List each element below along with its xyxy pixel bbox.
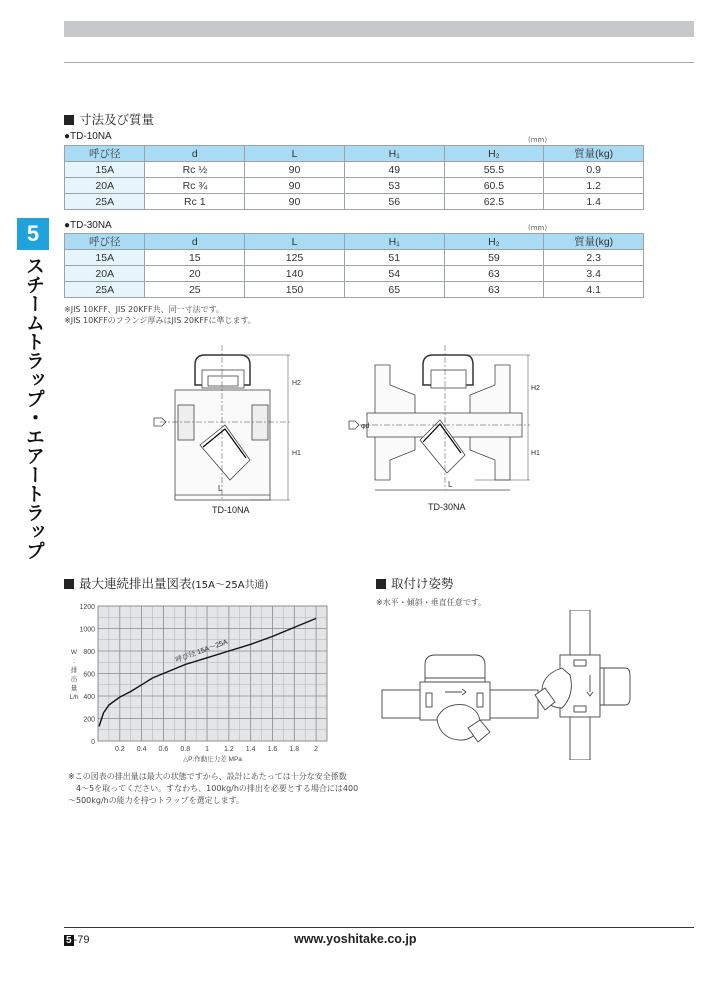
cell: 63 [444,266,544,282]
chart-note: 〜500kg/hの能力を持つトラップを選定します。 [68,796,244,805]
model-label-td10na: ●TD-10NA [64,131,112,142]
mounting-heading-text: 取付け姿勢 [391,576,454,591]
table-header-row [65,234,644,250]
x-tick-label: 0.6 [158,746,169,753]
cell: 56 [344,194,444,210]
chapter-title: スチームトラップ・エアートラップ [23,256,45,560]
square-bullet-icon [376,579,386,589]
cell: 150 [245,282,345,298]
y-tick-label: 1200 [79,604,95,611]
col-header: L [245,234,345,250]
col-header: d [145,146,245,162]
header-divider [64,62,694,63]
x-tick-label: 0.4 [136,746,147,753]
cell: 25A [65,194,145,210]
col-header: H₂ [444,146,544,162]
unit-label: (mm) [528,224,548,232]
x-tick-label: 1.4 [245,746,256,753]
dimension-note: ※JIS 10KFF、JIS 20KFF共、同一寸法です。 [64,305,224,314]
cell: 1.2 [544,178,644,194]
cell: 140 [245,266,345,282]
cell: 63 [444,282,544,298]
y-tick-label: 800 [83,649,95,656]
website-url[interactable]: www.yoshitake.co.jp [294,932,417,946]
dim-label-H2: H2 [531,385,540,392]
footer-divider [64,927,694,928]
x-tick-label: 1.8 [289,746,300,753]
y-tick-label: 400 [83,694,95,701]
x-tick-label: 0.8 [180,746,191,753]
td30na-drawing [345,340,540,505]
series-annotation: 呼び径 15A〜25A [174,638,229,665]
spec-table-td10na [64,145,644,210]
x-axis-label: △P:作動圧力差 MPa [183,756,242,763]
cell: 51 [344,250,444,266]
table-row [65,162,644,178]
cell: 90 [245,162,345,178]
header-bar [64,21,694,37]
cell: Rc 1 [145,194,245,210]
x-tick-label: 1 [205,746,210,753]
cell: 20A [65,178,145,194]
unit-label: (mm) [528,136,548,144]
page-number-text: -79 [73,934,90,946]
cell: 62.5 [444,194,544,210]
cell: 2.3 [544,250,644,266]
chart-heading-sub: (15A〜25A共通) [191,580,269,591]
cell: 60.5 [444,178,544,194]
chapter-box: 5 [66,935,72,946]
mounting-note: ※水平・傾斜・垂直任意です。 [376,598,487,607]
dim-label-L: L [448,480,453,489]
chart-heading-text: 最大連続排出量図表 [79,576,192,591]
page-number [64,934,89,946]
col-header: 呼び径 [65,234,145,250]
col-header: H₂ [444,234,544,250]
table-row [65,194,644,210]
chart-heading [64,574,268,592]
y-axis-label: 量 [70,685,78,692]
y-axis-label: : [73,658,75,665]
spec-table-td30na [64,233,644,298]
col-header: 呼び径 [65,146,145,162]
dim-label-L: L [218,484,223,493]
cell: 49 [344,162,444,178]
x-tick-label: 0.2 [114,746,125,753]
dimension-note: ※JIS 10KFFのフランジ厚みはJIS 20KFFに準じます。 [64,316,256,325]
cell: 25 [145,282,245,298]
y-tick-label: 0 [91,739,95,746]
discharge-chart [60,598,340,768]
y-axis-label: W [70,649,78,656]
chapter-number-badge: 5 [17,218,49,250]
chart-note: 4〜5を取ってください。すなわち、100kg/hの排出を必要とする場合には400 [76,784,359,793]
cell: 15A [65,162,145,178]
cell: 90 [245,194,345,210]
cell: 15A [65,250,145,266]
model-label-td30na: ●TD-30NA [64,220,112,231]
table-row [65,178,644,194]
cell: 0.9 [544,162,644,178]
y-axis-label: L/h [69,694,79,701]
y-axis-label: 出 [70,676,78,683]
cell: 3.4 [544,266,644,282]
mounting-orientation-drawing [380,610,640,760]
cell: 59 [444,250,544,266]
table-row [65,266,644,282]
square-bullet-icon [64,115,74,125]
table-row [65,282,644,298]
cell: Rc ¾ [145,178,245,194]
y-tick-label: 1000 [79,626,95,634]
x-tick-label: 1.6 [267,746,278,753]
col-header: d [145,234,245,250]
cell: 4.1 [544,282,644,298]
td30na-caption: TD-30NA [428,502,466,512]
table-header-row [65,146,644,162]
cell: Rc ½ [145,162,245,178]
cell: 54 [344,266,444,282]
cell: 1.4 [544,194,644,210]
x-tick-label: 2 [314,746,319,753]
col-header: 質量(kg) [544,234,644,250]
td10na-drawing [140,340,330,510]
mounting-heading [376,574,454,592]
dim-label-H2: H2 [292,380,301,387]
cell: 20A [65,266,145,282]
cell: 20 [145,266,245,282]
dim-label-H1: H1 [292,450,301,457]
cell: 15 [145,250,245,266]
cell: 53 [344,178,444,194]
y-axis-label: 排 [70,667,78,674]
x-tick-label: 1.2 [223,746,234,753]
cell: 90 [245,178,345,194]
col-header: 質量(kg) [544,146,644,162]
cell: 65 [344,282,444,298]
dimensions-heading-text: 寸法及び質量 [79,112,155,127]
cell: 25A [65,282,145,298]
col-header: L [245,146,345,162]
dimensions-heading [64,110,154,128]
col-header: H₁ [344,146,444,162]
table-row [65,250,644,266]
dim-label-H1: H1 [531,450,540,457]
square-bullet-icon [64,579,74,589]
td10na-caption: TD-10NA [212,505,250,515]
col-header: H₁ [344,234,444,250]
cell: 55.5 [444,162,544,178]
chart-note: ※この図表の排出量は最大の状態ですから、設計にあたっては十分な安全係数 [68,772,347,781]
y-tick-label: 200 [83,716,95,724]
cell: 125 [245,250,345,266]
dim-label-d: φd [361,423,370,430]
y-tick-label: 600 [83,671,95,679]
